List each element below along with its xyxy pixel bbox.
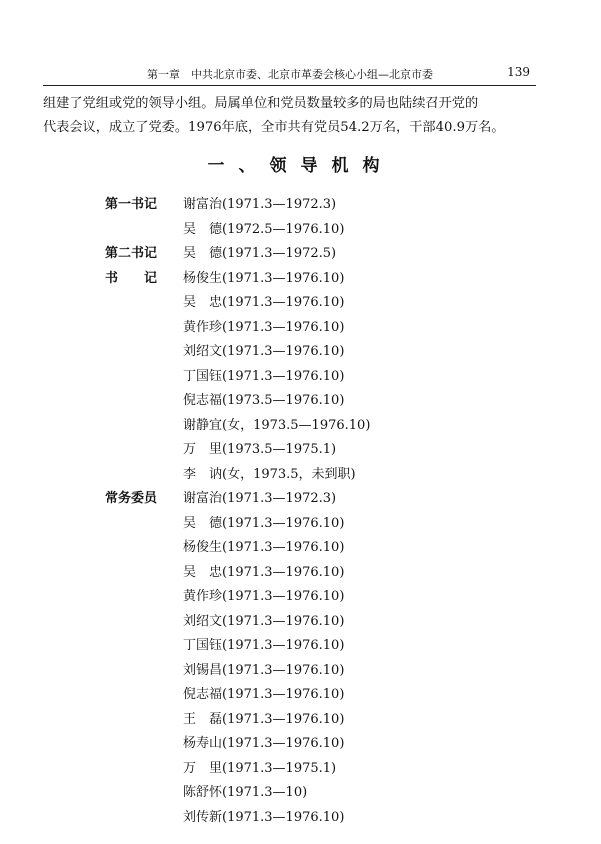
member-entry: 黄作珍(1971.3—1976.10) — [183, 319, 345, 335]
member-entry: 吴 忠(1971.3—1976.10) — [183, 295, 345, 310]
member-entry: 倪志福(1971.3—1976.10) — [183, 687, 345, 702]
roster-row — [105, 806, 545, 831]
member-entry: 黄作珍(1971.3—1976.10) — [183, 589, 345, 604]
member-entry: 李 讷(女，1973.5，未到职) — [183, 466, 356, 482]
member-entry: 刘传新(1971.3—1976.10) — [183, 809, 345, 825]
roster-row — [105, 242, 545, 267]
member-entry: 吴 德(1971.3—1972.5) — [183, 246, 337, 261]
roster-row — [105, 340, 545, 365]
roster-row — [105, 512, 545, 537]
roster-row — [105, 634, 545, 659]
member-entry: 刘绍文(1971.3—1976.10) — [183, 613, 345, 629]
member-entry: 丁国钰(1971.3—1976.10) — [183, 368, 345, 384]
roster-row — [105, 389, 545, 414]
roster-row — [105, 585, 545, 610]
roster-row — [105, 414, 545, 439]
member-entry: 吴 德(1972.5—1976.10) — [183, 221, 345, 237]
intro-line: 组建了党组或党的领导小组。局属单位和党员数量较多的局也陆续召开党的 — [43, 96, 479, 111]
member-entry: 刘锡昌(1971.3—1976.10) — [183, 662, 345, 678]
section-heading: 一、领导机构 — [207, 156, 394, 176]
role-label: 常务委员 — [105, 491, 158, 506]
member-entry: 倪志福(1973.5—1976.10) — [183, 393, 345, 408]
roster-row — [105, 683, 545, 708]
page-number: 139 — [507, 65, 530, 79]
member-entry: 谢富治(1971.3—1972.3) — [183, 491, 337, 506]
member-entry: 万 里(1971.3—1975.1) — [183, 760, 337, 776]
role-label: 第二书记 — [105, 246, 158, 261]
roster-row — [105, 659, 545, 684]
roster-list — [105, 193, 545, 830]
running-header — [43, 63, 536, 86]
member-entry: 吴 德(1971.3—1976.10) — [183, 515, 345, 531]
member-entry: 万 里(1973.5—1975.1) — [183, 442, 337, 457]
roster-row — [105, 267, 545, 292]
member-entry: 吴 忠(1971.3—1976.10) — [183, 564, 345, 580]
roster-row — [105, 536, 545, 561]
roster-row — [105, 708, 545, 733]
running-header-title: 第一章 中共北京市委、北京市革委会核心小组—北京市委 — [147, 68, 433, 81]
roster-row — [105, 438, 545, 463]
role-label: 书 记 — [105, 270, 158, 286]
roster-row — [105, 463, 545, 488]
roster-row — [105, 561, 545, 586]
roster-row — [105, 291, 545, 316]
member-entry: 杨寿山(1971.3—1976.10) — [183, 736, 345, 751]
roster-row — [105, 732, 545, 757]
member-entry: 谢富治(1971.3—1972.3) — [183, 197, 337, 212]
roster-row — [105, 781, 545, 806]
member-entry: 杨俊生(1971.3—1976.10) — [183, 270, 345, 286]
intro-paragraph — [43, 92, 543, 140]
member-entry: 丁国钰(1971.3—1976.10) — [183, 638, 345, 653]
role-label: 第一书记 — [105, 197, 158, 212]
intro-line: 代表会议，成立了党委。1976年底，全市共有党员54.2万名，干部40.9万名。 — [43, 120, 505, 135]
member-entry: 谢静宜(女，1973.5—1976.10) — [183, 417, 371, 433]
roster-row — [105, 193, 545, 218]
member-entry: 陈舒怀(1971.3—10) — [183, 785, 308, 800]
member-entry: 杨俊生(1971.3—1976.10) — [183, 540, 345, 555]
roster-row — [105, 487, 545, 512]
roster-row — [105, 365, 545, 390]
roster-row — [105, 316, 545, 341]
roster-row — [105, 610, 545, 635]
roster-row — [105, 218, 545, 243]
roster-row — [105, 757, 545, 782]
member-entry: 王 磊(1971.3—1976.10) — [183, 711, 345, 727]
member-entry: 刘绍文(1971.3—1976.10) — [183, 344, 345, 359]
